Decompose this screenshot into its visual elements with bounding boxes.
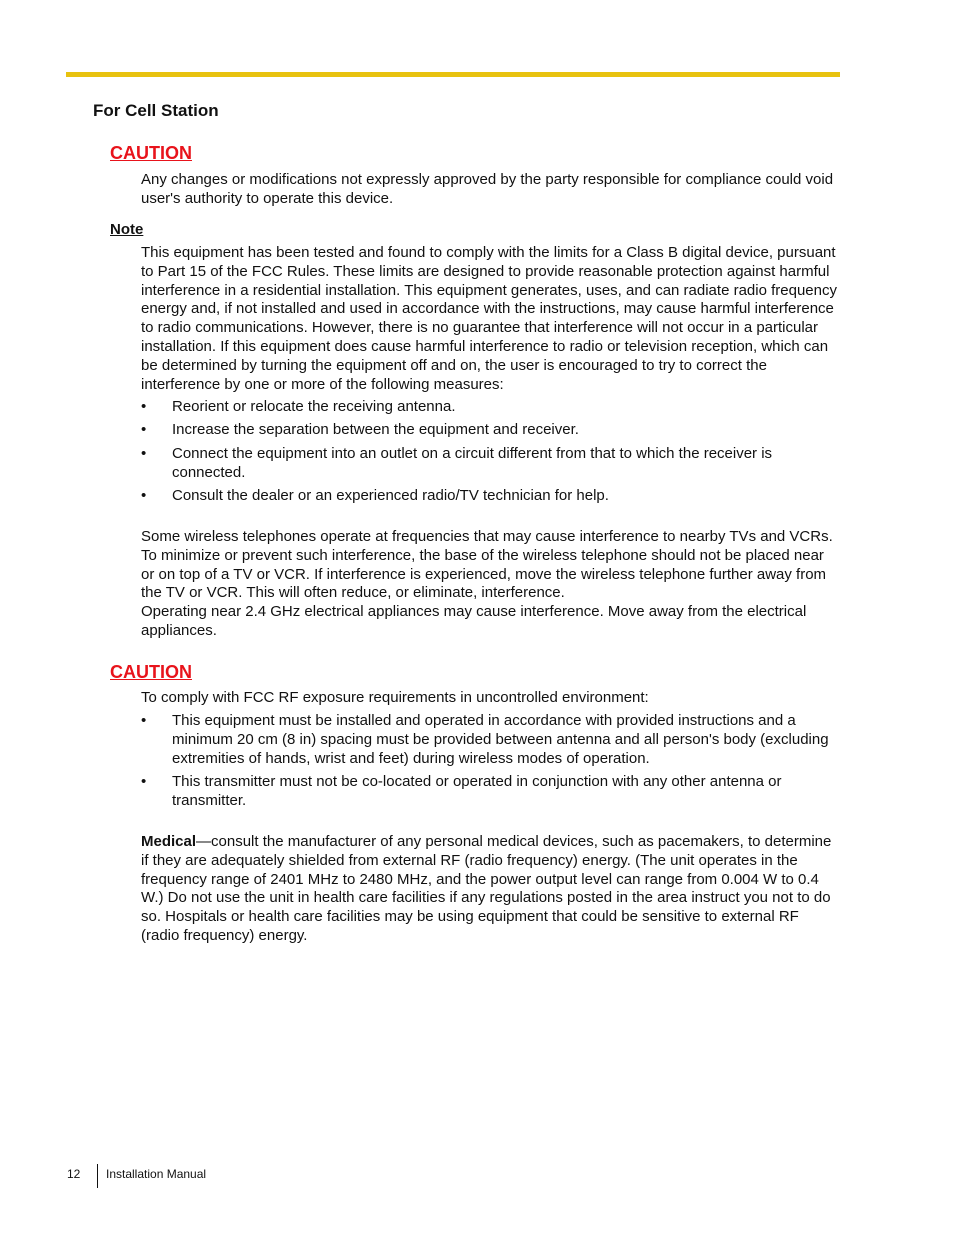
list-item-text: Consult the dealer or an experienced radio/TV technician for help. [172,486,609,504]
section-title: For Cell Station [93,101,219,120]
medical-text: —consult the manufacturer of any personal medical devices, such as pacemakers, to determine if they are adequately shielded from external RF (radio frequency) energy. (The unit operates in the frequency range of 2401 MHz to 2480 MHz, and the power output level can range from 0.004 W to 0.4 W.) Do not use the unit in health care facilities if any regulations posted in the area instruct you not to do so. Hospitals or health care facilities may be using equipment that could be sensitive to external RF (radio frequency) energy. [141,833,832,944]
top-rule [66,72,840,77]
bullet-icon: • [141,486,147,504]
note-text: This equipment has been tested and found to comply with the limits for a Class B digital device, pursuant to Part 15 of the FCC Rules. These limits are designed to provide reasonable protection against harmful interference in a residential installation. This equipment generates, uses, and can radiate radio frequency energy and, if not installed and used in accordance with the instructions, may cause harmful interference to radio communications. However, there is no guarantee that interference will not occur in a particular installation. If this equipment does cause harmful interference to radio or television reception, which can be determined by turning the equipment off and on, the user is encouraged to try to correct the interference by one or more of the following measures: [141,244,837,393]
bullet-icon: • [141,398,147,415]
note-bullet-list [141,398,841,510]
page-number: 12 [67,1167,81,1181]
wireless-paragraph: Some wireless telephones operate at frequencies that may cause interference to nearby TVs and VCRs. To minimize or prevent such interference, the base of the wireless telephone should not be placed near or on top of a TV or VCR. If interference is experienced, move the wireless telephone further away from the TV or VCR. This will often reduce, or eliminate, interference. [141,528,833,602]
medical-paragraph [141,833,841,946]
list-item [141,445,841,483]
list-item-text: Reorient or relocate the receiving antenna. [172,398,456,415]
caution-bullet-list [141,712,841,815]
note-heading: Note [110,221,144,238]
medical-label: Medical [141,833,197,850]
list-item-text: This equipment must be installed and operated in accordance with provided instructions and a minimum 20 cm (8 in) spacing must be provided between antenna and all person's body (excluding extremities of hands, wrist and feet) during wireless modes of operation. [172,712,829,767]
list-item [141,712,841,768]
list-item [141,773,841,811]
appliances-paragraph: Operating near 2.4 GHz electrical appliances may cause interference. Move away from the electrical appliances. [141,603,807,639]
caution-heading-2: CAUTION [110,662,192,682]
list-item-text: This transmitter must not be co-located or operated in conjunction with any other antenna or transmitter. [172,772,782,809]
bullet-icon: • [141,712,147,729]
caution-intro-2: To comply with FCC RF exposure requirements in uncontrolled environment: [141,689,649,706]
list-item [141,487,841,506]
list-item [141,398,841,417]
footer-title: Installation Manual [106,1167,207,1181]
footer-divider [97,1164,98,1188]
list-item-text: Connect the equipment into an outlet on a circuit different from that to which the receiver is connected. [172,444,773,481]
caution-heading-1: CAUTION [110,143,192,163]
list-item [141,421,841,440]
bullet-icon: • [141,444,147,462]
bullet-icon: • [141,772,147,790]
bullet-icon: • [141,421,147,439]
caution-text-1: Any changes or modifications not expressly approved by the party responsible for compliance could void user's authority to operate this device. [141,171,834,207]
list-item-text: Increase the separation between the equipment and receiver. [172,421,579,439]
